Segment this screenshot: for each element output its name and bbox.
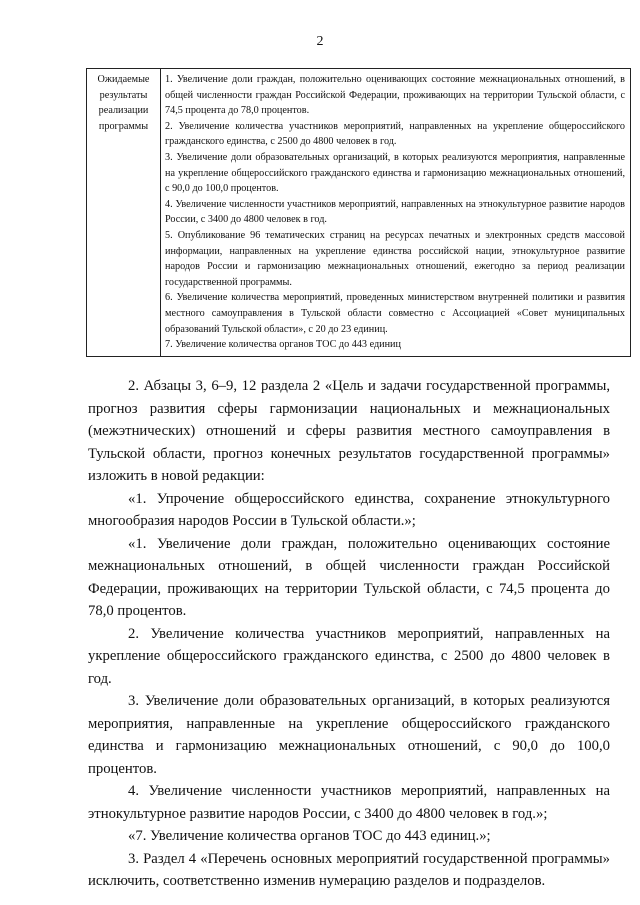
table-label-cell: Ожидаемые результаты реализации программы: [87, 69, 161, 357]
quoted-result-7: «7. Увеличение количества органов ТОС до 443 единиц.»;: [128, 828, 491, 844]
quoted-result-1: «1. Увеличение доли граждан, положительно оценивающих состояние межнациональных отношений, в общей численности граждан Российской Федерации, проживающих на территории Тульской области, с 74,5 процента до 78,0 процентов.: [88, 535, 610, 619]
quoted-result-3: 3. Увеличение доли образовательных организаций, в которых реализуются мероприятия, направленные на укрепление общероссийского гражданского единства и гармонизацию межнациональных отношений, с 90,0 до 100,0 процентов.: [88, 693, 610, 777]
result-item-7: 7. Увеличение количества органов ТОС до 443 единиц: [165, 339, 401, 351]
quoted-result-4: 4. Увеличение численности участников мероприятий, направленных на этнокультурное развитие народов России, с 3400 до 4800 человек в год.»;: [88, 783, 610, 822]
amendment-paragraph-3: 3. Раздел 4 «Перечень основных мероприятий государственной программы» исключить, соответственно изменив нумерацию разделов и подразделов.: [88, 850, 610, 889]
expected-results-table: [86, 68, 631, 357]
table-row: [87, 69, 631, 357]
page-number: 2: [316, 34, 324, 49]
result-item-4: 4. Увеличение численности участников мероприятий, направленных на этнокультурное развитие народов России, с 3400 до 4800 человек в год.: [165, 198, 625, 226]
quoted-goal-paragraph: «1. Упрочение общероссийского единства, сохранение этнокультурного многообразия народов России в Тульской области.»;: [88, 490, 610, 529]
result-item-6: 6. Увеличение количества мероприятий, проведенных министерством внутренней политики и развития местного самоуправления в Тульской области совместно с Ассоциацией «Совет муниципальных образований Тульской области», с 20 до 23 единиц.: [165, 292, 625, 335]
result-item-1: 1. Увеличение доли граждан, положительно оценивающих состояние межнациональных отношений, в общей численности граждан Российской Федерации, проживающих на территории Тульской области, с 74,5 процента до 78,0 процентов.: [165, 74, 625, 117]
document-body: [88, 375, 610, 893]
result-item-5: 5. Опубликование 96 тематических страниц на ресурсах печатных и электронных средств массовой информации, направленных на укрепление единства российской нации, этнокультурное развитие народов России и гармонизацию межнациональных отношений, ежегодно за период реализации государственной программы.: [165, 229, 625, 288]
amendment-paragraph-2: 2. Абзацы 3, 6–9, 12 раздела 2 «Цель и задачи государственной программы, прогноз развития сферы гармонизации национальных и межнациональных (межэтнических) отношений и сферы развития местного самоуправления в Тульской области, прогноз конечных результатов государственной программы» изложить в новой редакции:: [88, 378, 610, 484]
quoted-result-2: 2. Увеличение количества участников мероприятий, направленных на укрепление общероссийского гражданского единства, с 2500 до 4800 человек в год.: [88, 625, 610, 687]
table-items-cell: [161, 69, 631, 357]
result-item-3: 3. Увеличение доли образовательных организаций, в которых реализуются мероприятия, направленные на укрепление общероссийского гражданского единства и гармонизацию межнациональных отношений, с 90,0 до 100,0 процентов.: [165, 151, 625, 195]
result-item-2: 2. Увеличение количества участников мероприятий, направленных на укрепление общероссийского гражданского единства, с 2500 до 4800 человек в год.: [165, 120, 625, 148]
